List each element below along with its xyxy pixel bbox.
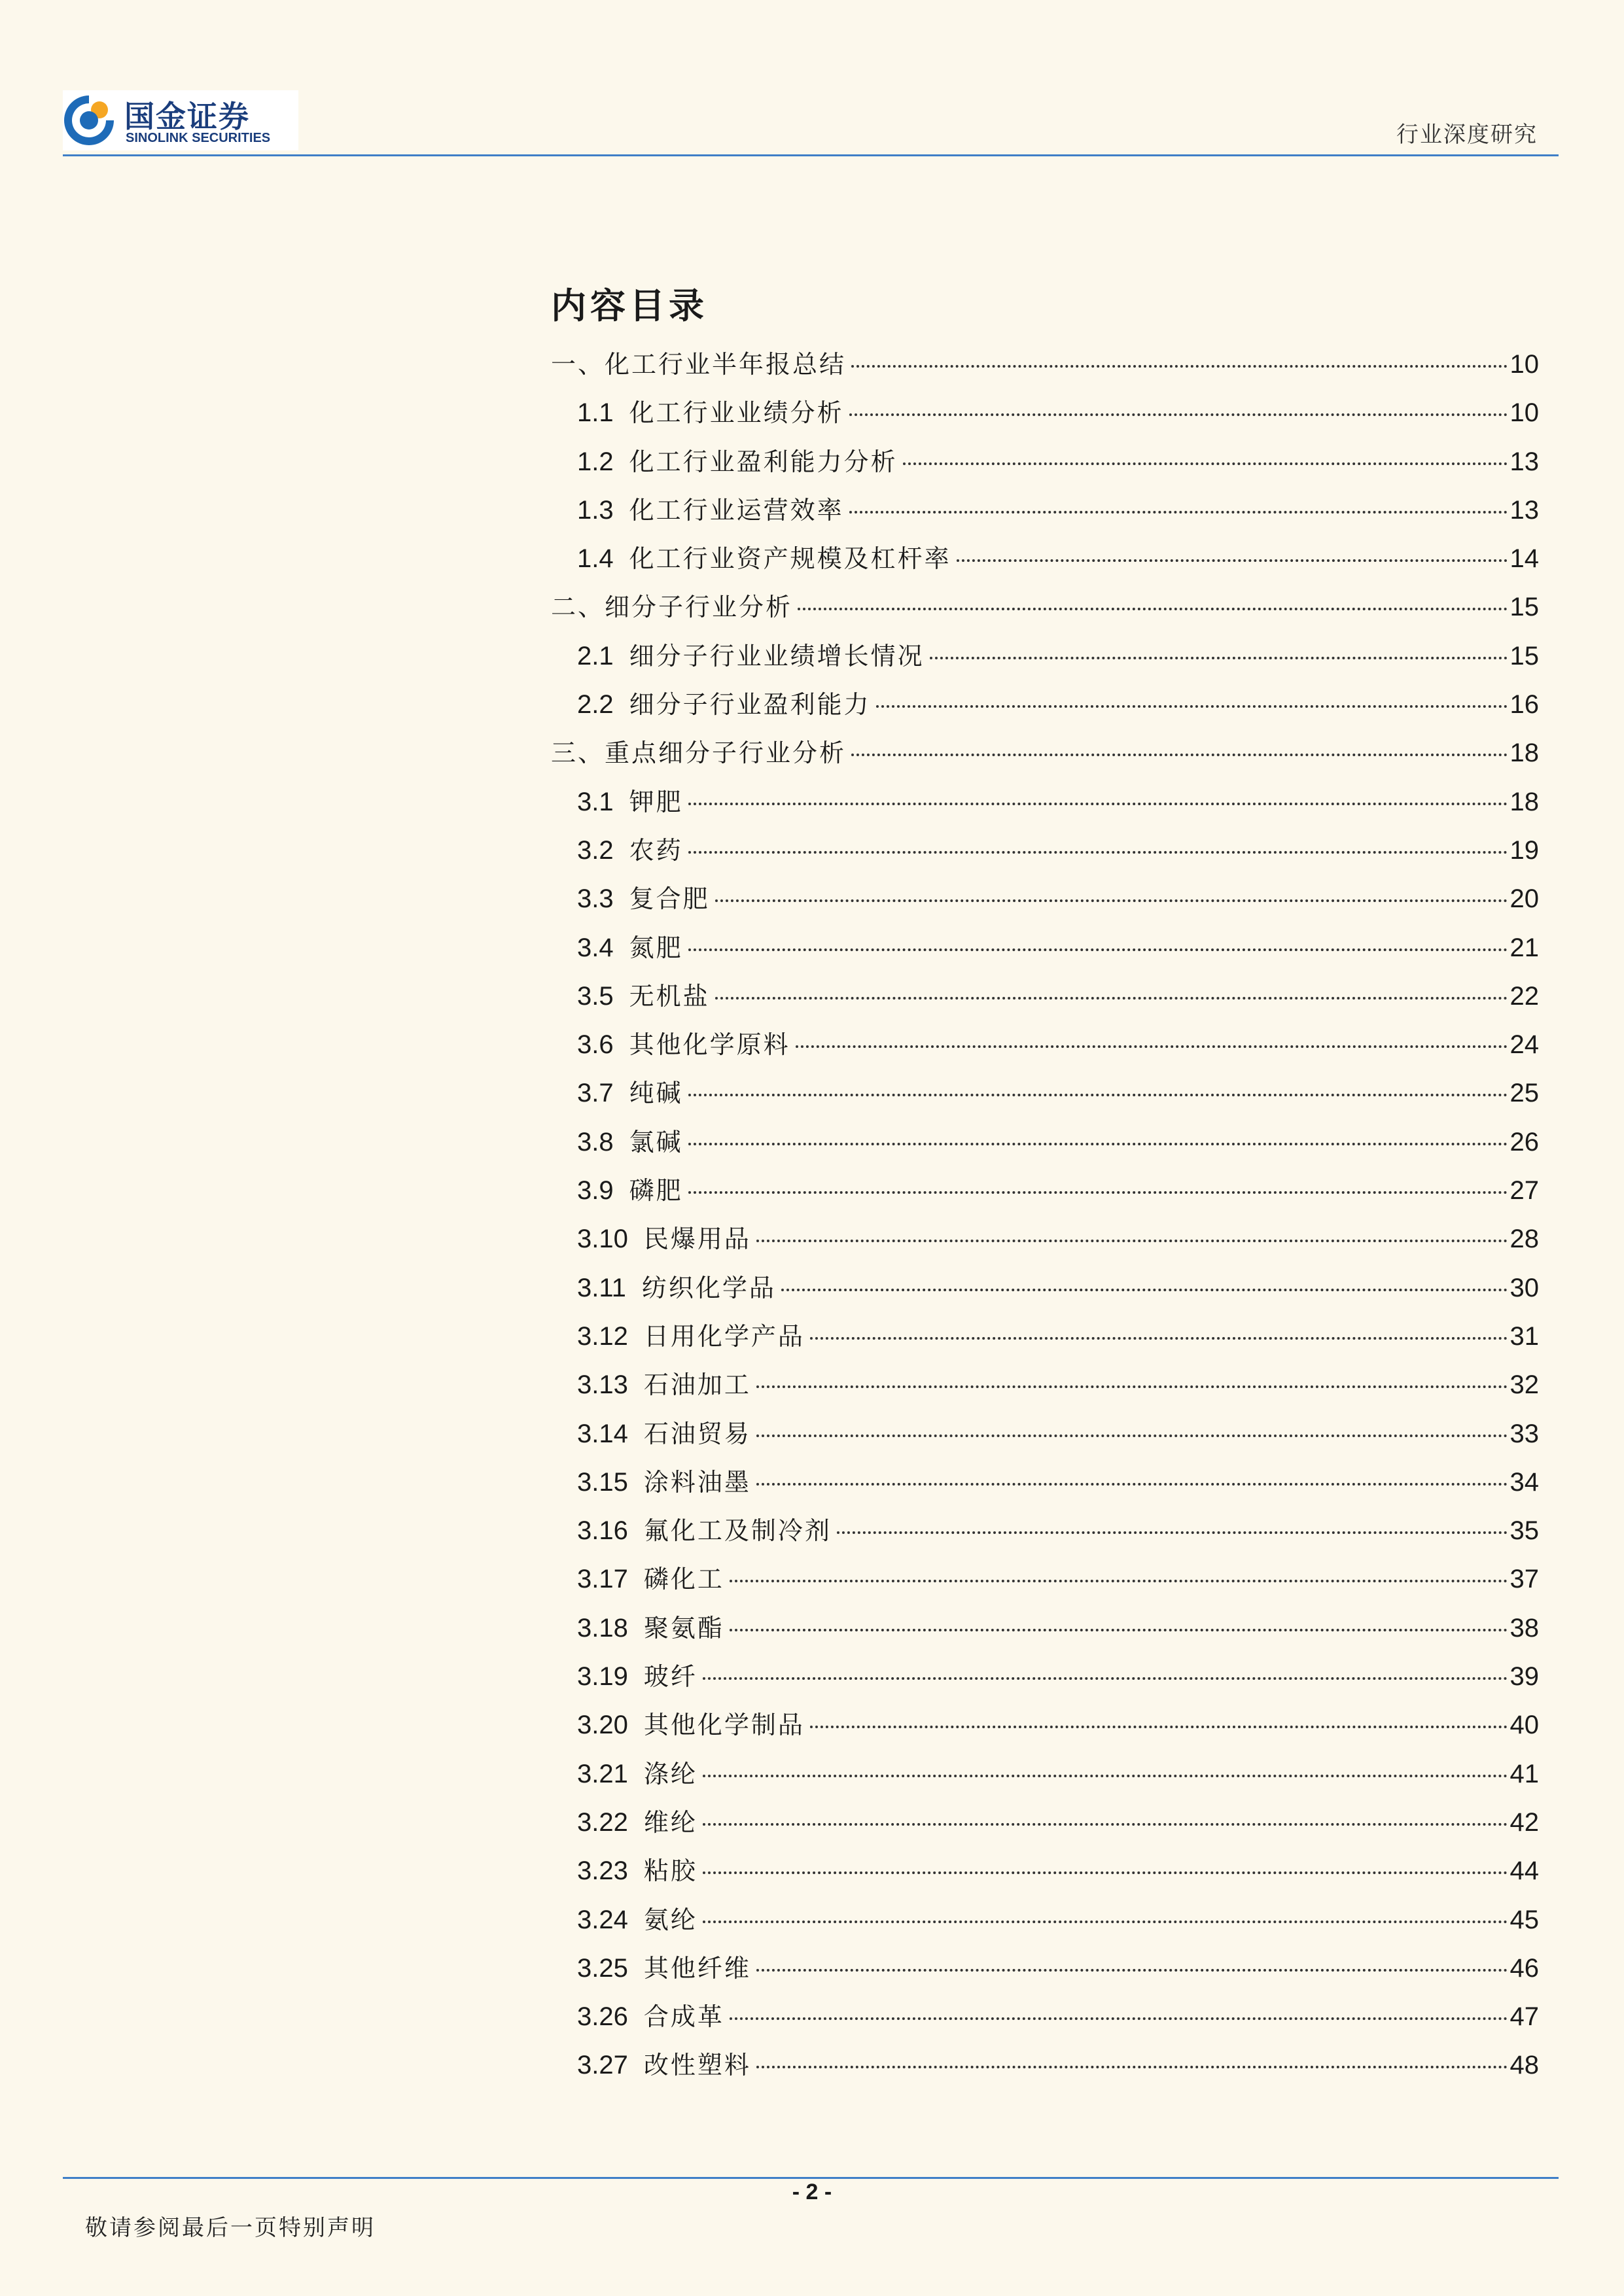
toc-entry-title: 磷肥 bbox=[629, 1176, 683, 1206]
toc-entry-title: 石油加工 bbox=[643, 1370, 751, 1400]
toc-title: 内容目录 bbox=[551, 285, 708, 326]
toc-entry-number: 2.1 bbox=[577, 641, 614, 670]
toc-dot-leader bbox=[756, 1969, 1508, 1972]
toc-entry[interactable] bbox=[551, 1944, 1539, 1992]
toc-dot-leader bbox=[703, 1871, 1508, 1874]
toc-dot-leader bbox=[688, 948, 1508, 951]
toc-entry-title: 纺织化学品 bbox=[641, 1273, 776, 1302]
toc-dot-leader bbox=[730, 1580, 1508, 1582]
toc-dot-leader bbox=[756, 1385, 1508, 1388]
toc-entry-number: 3.16 bbox=[577, 1516, 628, 1546]
toc-entry-number: 3.1 bbox=[577, 787, 614, 816]
toc-entry-title: 二、细分子行业分析 bbox=[551, 593, 793, 622]
toc-entry[interactable] bbox=[551, 1312, 1539, 1361]
toc-dot-leader bbox=[930, 657, 1508, 659]
company-logo bbox=[63, 90, 298, 150]
toc-entry[interactable] bbox=[551, 924, 1539, 972]
logo-english-name: SINOLINK SECURITIES bbox=[126, 131, 271, 145]
toc-entry-page: 10 bbox=[1509, 350, 1539, 379]
toc-dot-leader bbox=[756, 1240, 1508, 1242]
toc-entry-number: 1.3 bbox=[577, 495, 614, 525]
toc-entry-number: 3.27 bbox=[577, 2051, 628, 2080]
toc-entry-title: 其他纤维 bbox=[643, 1953, 751, 1983]
toc-entry[interactable] bbox=[551, 1118, 1539, 1166]
toc-entry-page: 40 bbox=[1509, 1711, 1539, 1740]
toc-entry-number: 3.21 bbox=[577, 1759, 628, 1788]
toc-dot-leader bbox=[688, 1191, 1508, 1194]
toc-entry-title: 氟化工及制冷剂 bbox=[643, 1516, 832, 1546]
toc-entry[interactable] bbox=[551, 1020, 1539, 1069]
toc-entry-number: 2.2 bbox=[577, 690, 614, 720]
header-divider bbox=[63, 154, 1559, 156]
toc-entry[interactable] bbox=[551, 438, 1539, 486]
toc-entry[interactable] bbox=[551, 680, 1539, 729]
toc-entry-page: 28 bbox=[1509, 1225, 1539, 1254]
toc-entry-number: 3.15 bbox=[577, 1467, 628, 1497]
toc-entry-page: 27 bbox=[1509, 1176, 1539, 1206]
toc-entry-page: 48 bbox=[1509, 2051, 1539, 2080]
toc-entry-page: 42 bbox=[1509, 1807, 1539, 1837]
toc-entry-number: 3.10 bbox=[577, 1225, 628, 1254]
toc-entry[interactable] bbox=[551, 1458, 1539, 1506]
toc-entry-page: 25 bbox=[1509, 1079, 1539, 1108]
toc-dot-leader bbox=[703, 1677, 1508, 1680]
toc-entry-number: 3.3 bbox=[577, 884, 614, 914]
toc-entry[interactable] bbox=[551, 534, 1539, 583]
toc-entry-number: 3.5 bbox=[577, 981, 614, 1011]
toc-entry-title: 纯碱 bbox=[629, 1079, 683, 1108]
toc-entry-page: 10 bbox=[1509, 398, 1539, 428]
toc-entry[interactable] bbox=[551, 972, 1539, 1020]
toc-entry-number: 3.20 bbox=[577, 1711, 628, 1740]
toc-entry-title: 聚氨酯 bbox=[643, 1613, 724, 1643]
toc-entry-title: 合成革 bbox=[643, 2002, 724, 2032]
toc-dot-leader bbox=[810, 1726, 1508, 1728]
toc-entry[interactable] bbox=[551, 1847, 1539, 1895]
toc-entry-number: 3.17 bbox=[577, 1565, 628, 1594]
toc-entry-title: 涂料油墨 bbox=[643, 1467, 751, 1497]
page-number: - 2 - bbox=[792, 2180, 832, 2204]
toc-entry-page: 35 bbox=[1509, 1516, 1539, 1546]
toc-entry[interactable] bbox=[551, 826, 1539, 875]
toc-entry-title: 涤纶 bbox=[643, 1759, 697, 1788]
toc-dot-leader bbox=[798, 608, 1507, 610]
toc-entry-title: 粘胶 bbox=[643, 1856, 697, 1886]
toc-dot-leader bbox=[849, 413, 1508, 416]
toc-entry-page: 15 bbox=[1509, 593, 1539, 622]
toc-entry-page: 32 bbox=[1509, 1370, 1539, 1400]
toc-entry-title: 改性塑料 bbox=[643, 2051, 751, 2080]
toc-entry-number: 1.2 bbox=[577, 447, 614, 476]
toc-entry-page: 41 bbox=[1509, 1759, 1539, 1788]
toc-entry-page: 47 bbox=[1509, 2002, 1539, 2032]
toc-dot-leader bbox=[688, 1094, 1508, 1096]
toc-entry-title: 磷化工 bbox=[643, 1565, 724, 1594]
toc-entry-page: 26 bbox=[1509, 1127, 1539, 1157]
toc-entry-number: 3.13 bbox=[577, 1370, 628, 1400]
toc-dot-leader bbox=[688, 1143, 1508, 1145]
toc-entry-number: 3.18 bbox=[577, 1613, 628, 1643]
toc-dot-leader bbox=[730, 1629, 1508, 1631]
toc-entry-title: 细分子行业业绩增长情况 bbox=[629, 641, 925, 670]
toc-entry-title: 无机盐 bbox=[629, 981, 710, 1011]
toc-dot-leader bbox=[715, 899, 1508, 902]
page-header bbox=[63, 90, 1559, 156]
table-of-contents bbox=[551, 275, 1539, 2090]
toc-entry-number: 3.23 bbox=[577, 1856, 628, 1886]
toc-entry-page: 31 bbox=[1509, 1321, 1539, 1351]
footer-divider bbox=[63, 2177, 1559, 2179]
toc-entry[interactable] bbox=[551, 1069, 1539, 1117]
toc-entry-number: 1.4 bbox=[577, 544, 614, 574]
toc-entry-title: 玻纤 bbox=[643, 1662, 697, 1692]
toc-dot-leader bbox=[876, 705, 1508, 708]
toc-dot-leader bbox=[781, 1289, 1508, 1291]
toc-entry[interactable] bbox=[551, 1264, 1539, 1312]
toc-entry[interactable] bbox=[551, 1896, 1539, 1944]
toc-entry-title: 钾肥 bbox=[629, 787, 683, 816]
toc-entry-page: 21 bbox=[1509, 933, 1539, 962]
toc-entry-title: 化工行业业绩分析 bbox=[629, 398, 844, 428]
toc-list bbox=[551, 340, 1539, 2090]
toc-dot-leader bbox=[756, 1435, 1508, 1437]
toc-dot-leader bbox=[703, 1775, 1508, 1777]
toc-entry[interactable] bbox=[551, 2041, 1539, 2089]
toc-dot-leader bbox=[796, 1045, 1508, 1048]
report-type-label: 行业深度研究 bbox=[1396, 122, 1538, 148]
toc-entry-number: 3.6 bbox=[577, 1030, 614, 1060]
toc-entry-title: 化工行业资产规模及杠杆率 bbox=[629, 544, 951, 574]
toc-entry[interactable] bbox=[551, 1506, 1539, 1555]
toc-entry-title: 民爆用品 bbox=[643, 1225, 751, 1254]
toc-dot-leader bbox=[756, 2066, 1508, 2068]
toc-entry-page: 44 bbox=[1509, 1856, 1539, 1886]
toc-entry-number: 3.26 bbox=[577, 2002, 628, 2032]
toc-entry[interactable] bbox=[551, 583, 1539, 631]
toc-entry-number: 1.1 bbox=[577, 398, 614, 428]
toc-entry[interactable] bbox=[551, 1652, 1539, 1701]
toc-dot-leader bbox=[730, 2017, 1508, 2020]
toc-entry-number: 3.7 bbox=[577, 1079, 614, 1108]
toc-entry-page: 14 bbox=[1509, 544, 1539, 574]
toc-entry[interactable] bbox=[551, 1798, 1539, 1847]
toc-entry[interactable] bbox=[551, 729, 1539, 777]
toc-entry-page: 45 bbox=[1509, 1905, 1539, 1934]
toc-entry[interactable] bbox=[551, 1166, 1539, 1215]
toc-entry[interactable] bbox=[551, 486, 1539, 534]
toc-entry-page: 46 bbox=[1509, 1953, 1539, 1983]
toc-entry[interactable] bbox=[551, 1410, 1539, 1458]
toc-dot-leader bbox=[903, 462, 1508, 465]
toc-entry-title: 复合肥 bbox=[629, 884, 710, 914]
toc-entry-title: 细分子行业盈利能力 bbox=[629, 690, 871, 720]
toc-dot-leader bbox=[756, 1483, 1508, 1486]
toc-dot-leader bbox=[851, 754, 1507, 756]
toc-dot-leader bbox=[957, 559, 1508, 562]
toc-entry-page: 33 bbox=[1509, 1419, 1539, 1448]
toc-entry-page: 20 bbox=[1509, 884, 1539, 914]
toc-dot-leader bbox=[703, 1823, 1508, 1826]
toc-entry[interactable] bbox=[551, 1215, 1539, 1263]
toc-entry-number: 3.8 bbox=[577, 1127, 614, 1157]
toc-entry-title: 维纶 bbox=[643, 1807, 697, 1837]
toc-entry-page: 34 bbox=[1509, 1467, 1539, 1497]
toc-entry-title: 氨纶 bbox=[643, 1905, 697, 1934]
toc-dot-leader bbox=[837, 1531, 1508, 1534]
toc-entry[interactable] bbox=[551, 632, 1539, 680]
toc-entry-title: 其他化学制品 bbox=[643, 1711, 805, 1740]
sinolink-logo-icon bbox=[63, 94, 115, 147]
toc-entry-number: 3.2 bbox=[577, 835, 614, 865]
toc-entry-number: 3.24 bbox=[577, 1905, 628, 1934]
disclaimer-note: 敬请参阅最后一页特别声明 bbox=[85, 2215, 376, 2241]
toc-entry[interactable] bbox=[551, 875, 1539, 923]
toc-entry-page: 15 bbox=[1509, 641, 1539, 670]
toc-entry-page: 22 bbox=[1509, 981, 1539, 1011]
toc-entry-title: 化工行业盈利能力分析 bbox=[629, 447, 898, 476]
toc-entry[interactable] bbox=[551, 778, 1539, 826]
toc-entry-page: 16 bbox=[1509, 690, 1539, 720]
toc-entry[interactable] bbox=[551, 1701, 1539, 1749]
toc-dot-leader bbox=[715, 997, 1508, 1000]
toc-entry[interactable] bbox=[551, 389, 1539, 437]
toc-entry-page: 30 bbox=[1509, 1273, 1539, 1302]
toc-entry-page: 39 bbox=[1509, 1662, 1539, 1692]
toc-entry-number: 3.11 bbox=[577, 1273, 626, 1302]
toc-entry-page: 19 bbox=[1509, 835, 1539, 865]
toc-entry[interactable] bbox=[551, 340, 1539, 389]
toc-entry-number: 3.22 bbox=[577, 1807, 628, 1837]
toc-entry-title: 三、重点细分子行业分析 bbox=[551, 739, 847, 768]
toc-entry-title: 石油贸易 bbox=[643, 1419, 751, 1448]
toc-entry[interactable] bbox=[551, 1555, 1539, 1603]
toc-dot-leader bbox=[851, 365, 1507, 368]
toc-entry-number: 3.19 bbox=[577, 1662, 628, 1692]
toc-entry-title: 化工行业运营效率 bbox=[629, 495, 844, 525]
toc-entry[interactable] bbox=[551, 1750, 1539, 1798]
toc-entry-title: 氮肥 bbox=[629, 933, 683, 962]
toc-entry-number: 3.12 bbox=[577, 1321, 628, 1351]
logo-chinese-name: 国金证券 bbox=[124, 99, 250, 134]
toc-entry-title: 氯碱 bbox=[629, 1127, 683, 1157]
toc-entry-page: 13 bbox=[1509, 495, 1539, 525]
toc-entry[interactable] bbox=[551, 1604, 1539, 1652]
toc-dot-leader bbox=[810, 1337, 1508, 1340]
toc-entry-title: 农药 bbox=[629, 835, 683, 865]
toc-entry-number: 3.25 bbox=[577, 1953, 628, 1983]
toc-entry-page: 13 bbox=[1509, 447, 1539, 476]
toc-entry-title: 一、化工行业半年报总结 bbox=[551, 350, 847, 379]
toc-entry-page: 37 bbox=[1509, 1565, 1539, 1594]
toc-dot-leader bbox=[688, 851, 1508, 854]
toc-dot-leader bbox=[849, 511, 1508, 513]
toc-entry[interactable] bbox=[551, 1361, 1539, 1409]
toc-entry-number: 3.9 bbox=[577, 1176, 614, 1206]
toc-dot-leader bbox=[703, 1921, 1508, 1923]
toc-entry[interactable] bbox=[551, 1992, 1539, 2041]
toc-dot-leader bbox=[688, 803, 1508, 805]
toc-entry-number: 3.14 bbox=[577, 1419, 628, 1448]
toc-entry-page: 38 bbox=[1509, 1613, 1539, 1643]
toc-entry-page: 18 bbox=[1509, 787, 1539, 816]
toc-entry-title: 日用化学产品 bbox=[643, 1321, 805, 1351]
toc-entry-page: 18 bbox=[1509, 739, 1539, 768]
toc-entry-page: 24 bbox=[1509, 1030, 1539, 1060]
toc-entry-title: 其他化学原料 bbox=[629, 1030, 790, 1060]
toc-entry-number: 3.4 bbox=[577, 933, 614, 962]
